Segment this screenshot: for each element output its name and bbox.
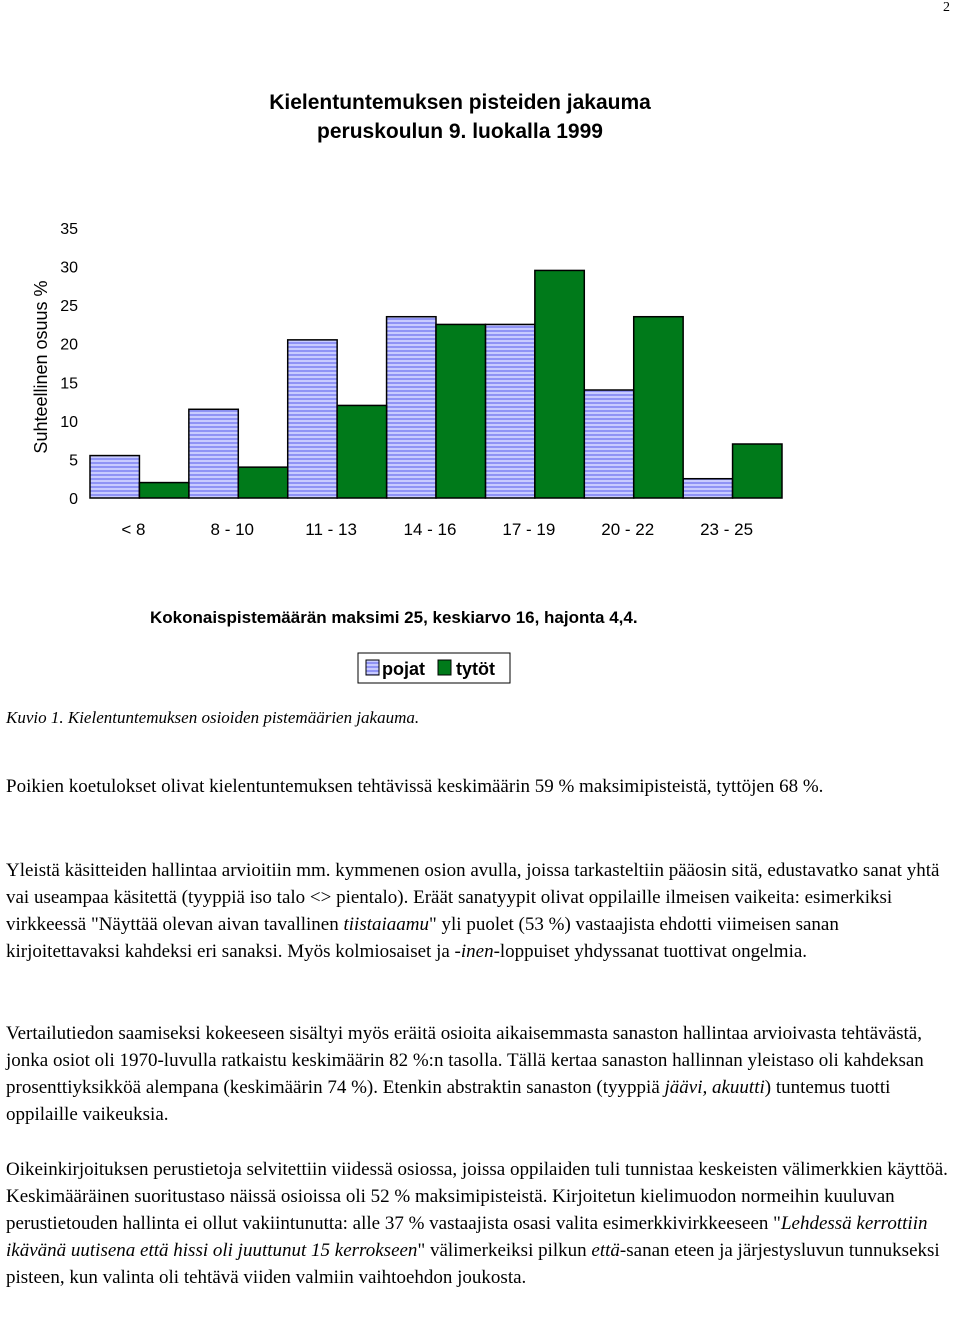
text-run: Poikien koetulokset olivat kielentuntemuksen tehtävissä keskimäärin 59 % maksimipisteistä, tyttöjen 68 %.	[6, 776, 824, 797]
bar-pojat-0	[90, 456, 139, 498]
bar-pojat-3	[387, 317, 436, 498]
bar-pojat-2	[288, 340, 337, 498]
bar-tytöt-3	[436, 324, 485, 498]
figure-caption: Kuvio 1. Kielentuntemuksen osioiden pistemäärien jakauma.	[6, 708, 420, 727]
text-run: " välimerkeiksi pilkun	[417, 1240, 592, 1261]
y-tick-label: 35	[60, 221, 78, 238]
text-run: jäävi, akuutti	[664, 1077, 765, 1098]
chart-note: Kokonaispistemäärän maksimi 25, keskiarvo 16, hajonta 4,4.	[150, 608, 638, 627]
text-run: Oikeinkirjoituksen perustietoja selvitettiin viidessä osiossa, joissa oppilaiden tuli tunnistaa keskeisten välimerkkien käyttöä. Keskimääräinen suoritustaso näissä osioissa oli 52 % maksimipisteistä. Kirjoitetun kielimuodon normeihin kuuluvan perustietouden hallinta ei ollut vakiintunutta: alle 37 % vastaajista osasi valita esimerkkivirkkeeseen "	[6, 1159, 948, 1234]
bar-pojat-5	[584, 390, 633, 498]
text-run: tiistaiaamu	[343, 914, 429, 935]
chart-title-line-1: Kielentuntemuksen pisteiden jakauma	[269, 91, 651, 114]
y-tick-label: 15	[60, 375, 78, 393]
x-tick-label: 20 - 22	[601, 520, 655, 539]
text-run: " yli puolet (53 %) vastaajista ehdotti viimeisen sanan kirjoitettavaksi kahdeksi eri sanaksi. Myös kolmiosaiset ja -	[6, 914, 839, 962]
text-run: -sanan eteen ja järjestysluvun tunnukseksi pisteen, kun valinta oli tehtävä viiden valmiin vaihtoehdon joukosta.	[6, 1240, 940, 1288]
page-number: 2	[943, 0, 950, 15]
bar-tytöt-4	[535, 270, 584, 498]
y-tick-label: 25	[60, 298, 78, 316]
bar-pojat-1	[189, 409, 238, 498]
legend-label-tytöt: tytöt	[456, 659, 495, 679]
y-tick-label: 0	[69, 491, 78, 508]
x-tick-label: 17 - 19	[502, 520, 556, 539]
chart-legend	[358, 653, 510, 683]
bar-tytöt-5	[634, 317, 683, 498]
bar-pojat-4	[485, 324, 534, 498]
paragraph-concepts	[6, 857, 956, 965]
bar-tytöt-2	[337, 405, 386, 498]
text-run: Yleistä käsitteiden hallintaa arvioitiin mm. kymmenen osion avulla, joissa tarkasteltiin pääosin sitä, edustavatko sanat yhtä vai useampaa käsitettä (tyyppiä iso talo <> pientalo). Eräät sanatyypit olivat oppilaille ilmeisen vaikeita: esimerkiksi virkkeessä "Näyttää olevan aivan tavallinen	[6, 860, 940, 935]
x-tick-label: 11 - 13	[305, 520, 357, 539]
y-tick-label: 30	[60, 259, 78, 277]
bar-tytöt-0	[139, 483, 188, 498]
text-run: ) tuntemus tuotti oppilaille vaikeuksia.	[6, 1077, 891, 1125]
text-run: inen	[460, 941, 494, 962]
y-axis-label: Suhteellinen osuus %	[31, 280, 51, 454]
paragraph-spelling	[6, 1156, 956, 1291]
legend-swatch-tytöt	[438, 660, 451, 675]
bar-pojat-6	[683, 479, 732, 498]
paragraph-results	[6, 773, 956, 800]
x-tick-label: 8 - 10	[210, 520, 255, 539]
y-tick-label: 5	[69, 452, 78, 470]
legend-label-pojat: pojat	[382, 659, 425, 679]
text-run: että	[591, 1240, 620, 1261]
text-run: Lehdessä kerrottiin ikävänä uutisena että hissi oli juuttunut 15 kerrokseen	[6, 1213, 928, 1261]
paragraph-vocabulary	[6, 1020, 956, 1128]
legend-swatch-pojat	[366, 660, 379, 675]
x-tick-label: < 8	[121, 520, 146, 539]
bar-tytöt-6	[733, 444, 782, 498]
bar-tytöt-1	[238, 467, 287, 498]
x-tick-label: 14 - 16	[403, 520, 457, 539]
text-run: -loppuiset yhdyssanat tuottivat ongelmia.	[493, 941, 808, 962]
text-run: Vertailutiedon saamiseksi kokeeseen sisältyi myös eräitä osioita aikaisemmasta sanaston hallintaa arvioivasta tehtävästä, jonka osiot oli 1970-luvulla ratkaistu keskimäärin 82 %:n tasolla. Tällä kertaa sanaston hallinnan yleistaso oli kahdeksan prosenttiyksikköä alempana (keskimäärin 74 %). Etenkin abstraktin sanaston (tyyppiä	[6, 1023, 924, 1098]
chart-title-line-2: peruskoulun 9. luokalla 1999	[317, 120, 603, 143]
x-tick-label: 23 - 25	[700, 520, 754, 539]
y-tick-label: 10	[60, 413, 78, 431]
y-tick-label: 20	[60, 336, 78, 354]
